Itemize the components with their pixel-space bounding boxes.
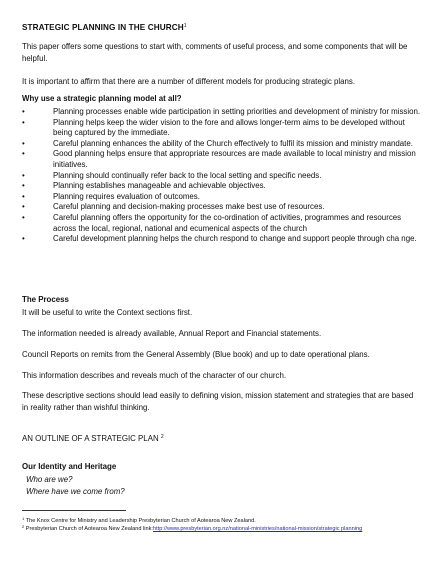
bullet-icon: • [22,212,25,222]
footnote-2 [22,523,422,533]
list-item-text: Careful planning enhances the ability of the Church effectively to fulfil its mission and ministry mandate. [53,138,413,148]
list-item [22,149,422,170]
list-item [22,192,422,203]
list-item-text: Planning establishes manageable and achievable objectives. [53,181,266,191]
process-paragraph-1: It will be useful to write the Context sections first. [22,308,193,317]
process-heading: The Process [22,295,69,304]
list-item-text: Planning requires evaluation of outcomes. [53,191,200,201]
footnote-1-mark: 1 [22,516,25,521]
outline-heading-text: AN OUTLINE OF A STRATEGIC PLAN [22,434,159,443]
bullet-icon: • [22,202,25,212]
footnote-2-mark: 2 [22,524,25,529]
list-item-text: Planning should continually refer back to the local setting and specific needs. [53,170,322,180]
list-item-text: Careful planning offers the opportunity for the co-ordination of activities, programmes and resources across the local, regional, national and ecumenical aspects of the church [53,212,402,233]
list-item-text: Planning helps keep the wider vision to the fore and allows longer-term aims to be developed without being captured by the immediate. [53,117,405,138]
process-paragraph-5: These descriptive sections should lead easily to defining vision, mission statement and strategies that are based in reality rather than wishful thinking. [22,391,414,412]
bullet-icon: • [22,170,25,180]
identity-question-1: Who are we? [26,475,73,484]
list-item [22,107,422,118]
list-item [22,171,422,182]
bullet-icon: • [22,191,25,201]
bullet-icon: • [22,149,25,159]
list-item-text: Careful development planning helps the church respond to change and support people through cha nge. [53,234,417,244]
footnote-2-text: Presbyterian Church of Aotearoa New Zealand link: [25,526,153,532]
why-heading: Why use a strategic planning model at all? [22,94,182,103]
bullet-icon: • [22,107,25,116]
list-item [22,234,422,245]
intro-paragraph-1: This paper offers some questions to start with, comments of useful process, and some components that will be helpful. [22,42,408,63]
process-paragraph-2: The information needed is already available, Annual Report and Financial statements. [22,329,322,338]
document-title [22,23,187,32]
list-item [22,181,422,192]
list-item [22,202,422,213]
outline-heading [22,434,164,443]
footnote-ref-1[interactable]: 1 [183,23,187,29]
footnote-divider [22,510,126,511]
bullet-icon: • [22,117,25,127]
list-item-text: Careful planning and decision-making processes make best use of resources. [53,202,325,212]
footnote-1-text: The Knox Centre for Ministry and Leadership Presbyterian Church of Aotearoa New Zealand. [25,518,256,524]
footnote-2-link[interactable]: http://www.presbyterian.org.nz/national-ministries/national-mission/strategic planning [152,526,363,532]
bullet-icon: • [22,181,25,191]
reasons-list [22,107,422,245]
list-item-text: Planning processes enable wide participation in setting priorities and development of ministry for mission. [53,107,421,116]
list-item [22,118,422,139]
intro-paragraph-2: It is important to affirm that there are a number of different models for producing strategic plans. [22,77,356,86]
identity-heading: Our Identity and Heritage [22,462,117,471]
list-item [22,139,422,150]
footnote-ref-2[interactable]: 2 [160,434,164,440]
document-title-text: STRATEGIC PLANNING IN THE CHURCH [22,23,184,32]
list-item [22,213,422,234]
list-item-text: Good planning helps ensure that appropriate resources are made available to local ministry and mission initiatives. [53,149,416,169]
bullet-icon: • [22,138,25,148]
process-paragraph-4: This information describes and reveals much of the character of our church. [22,371,287,380]
bullet-icon: • [22,234,25,244]
identity-question-2: Where have we come from? [26,487,125,496]
process-paragraph-3: Council Reports on remits from the General Assembly (Blue book) and up to date operational plans. [22,350,370,359]
